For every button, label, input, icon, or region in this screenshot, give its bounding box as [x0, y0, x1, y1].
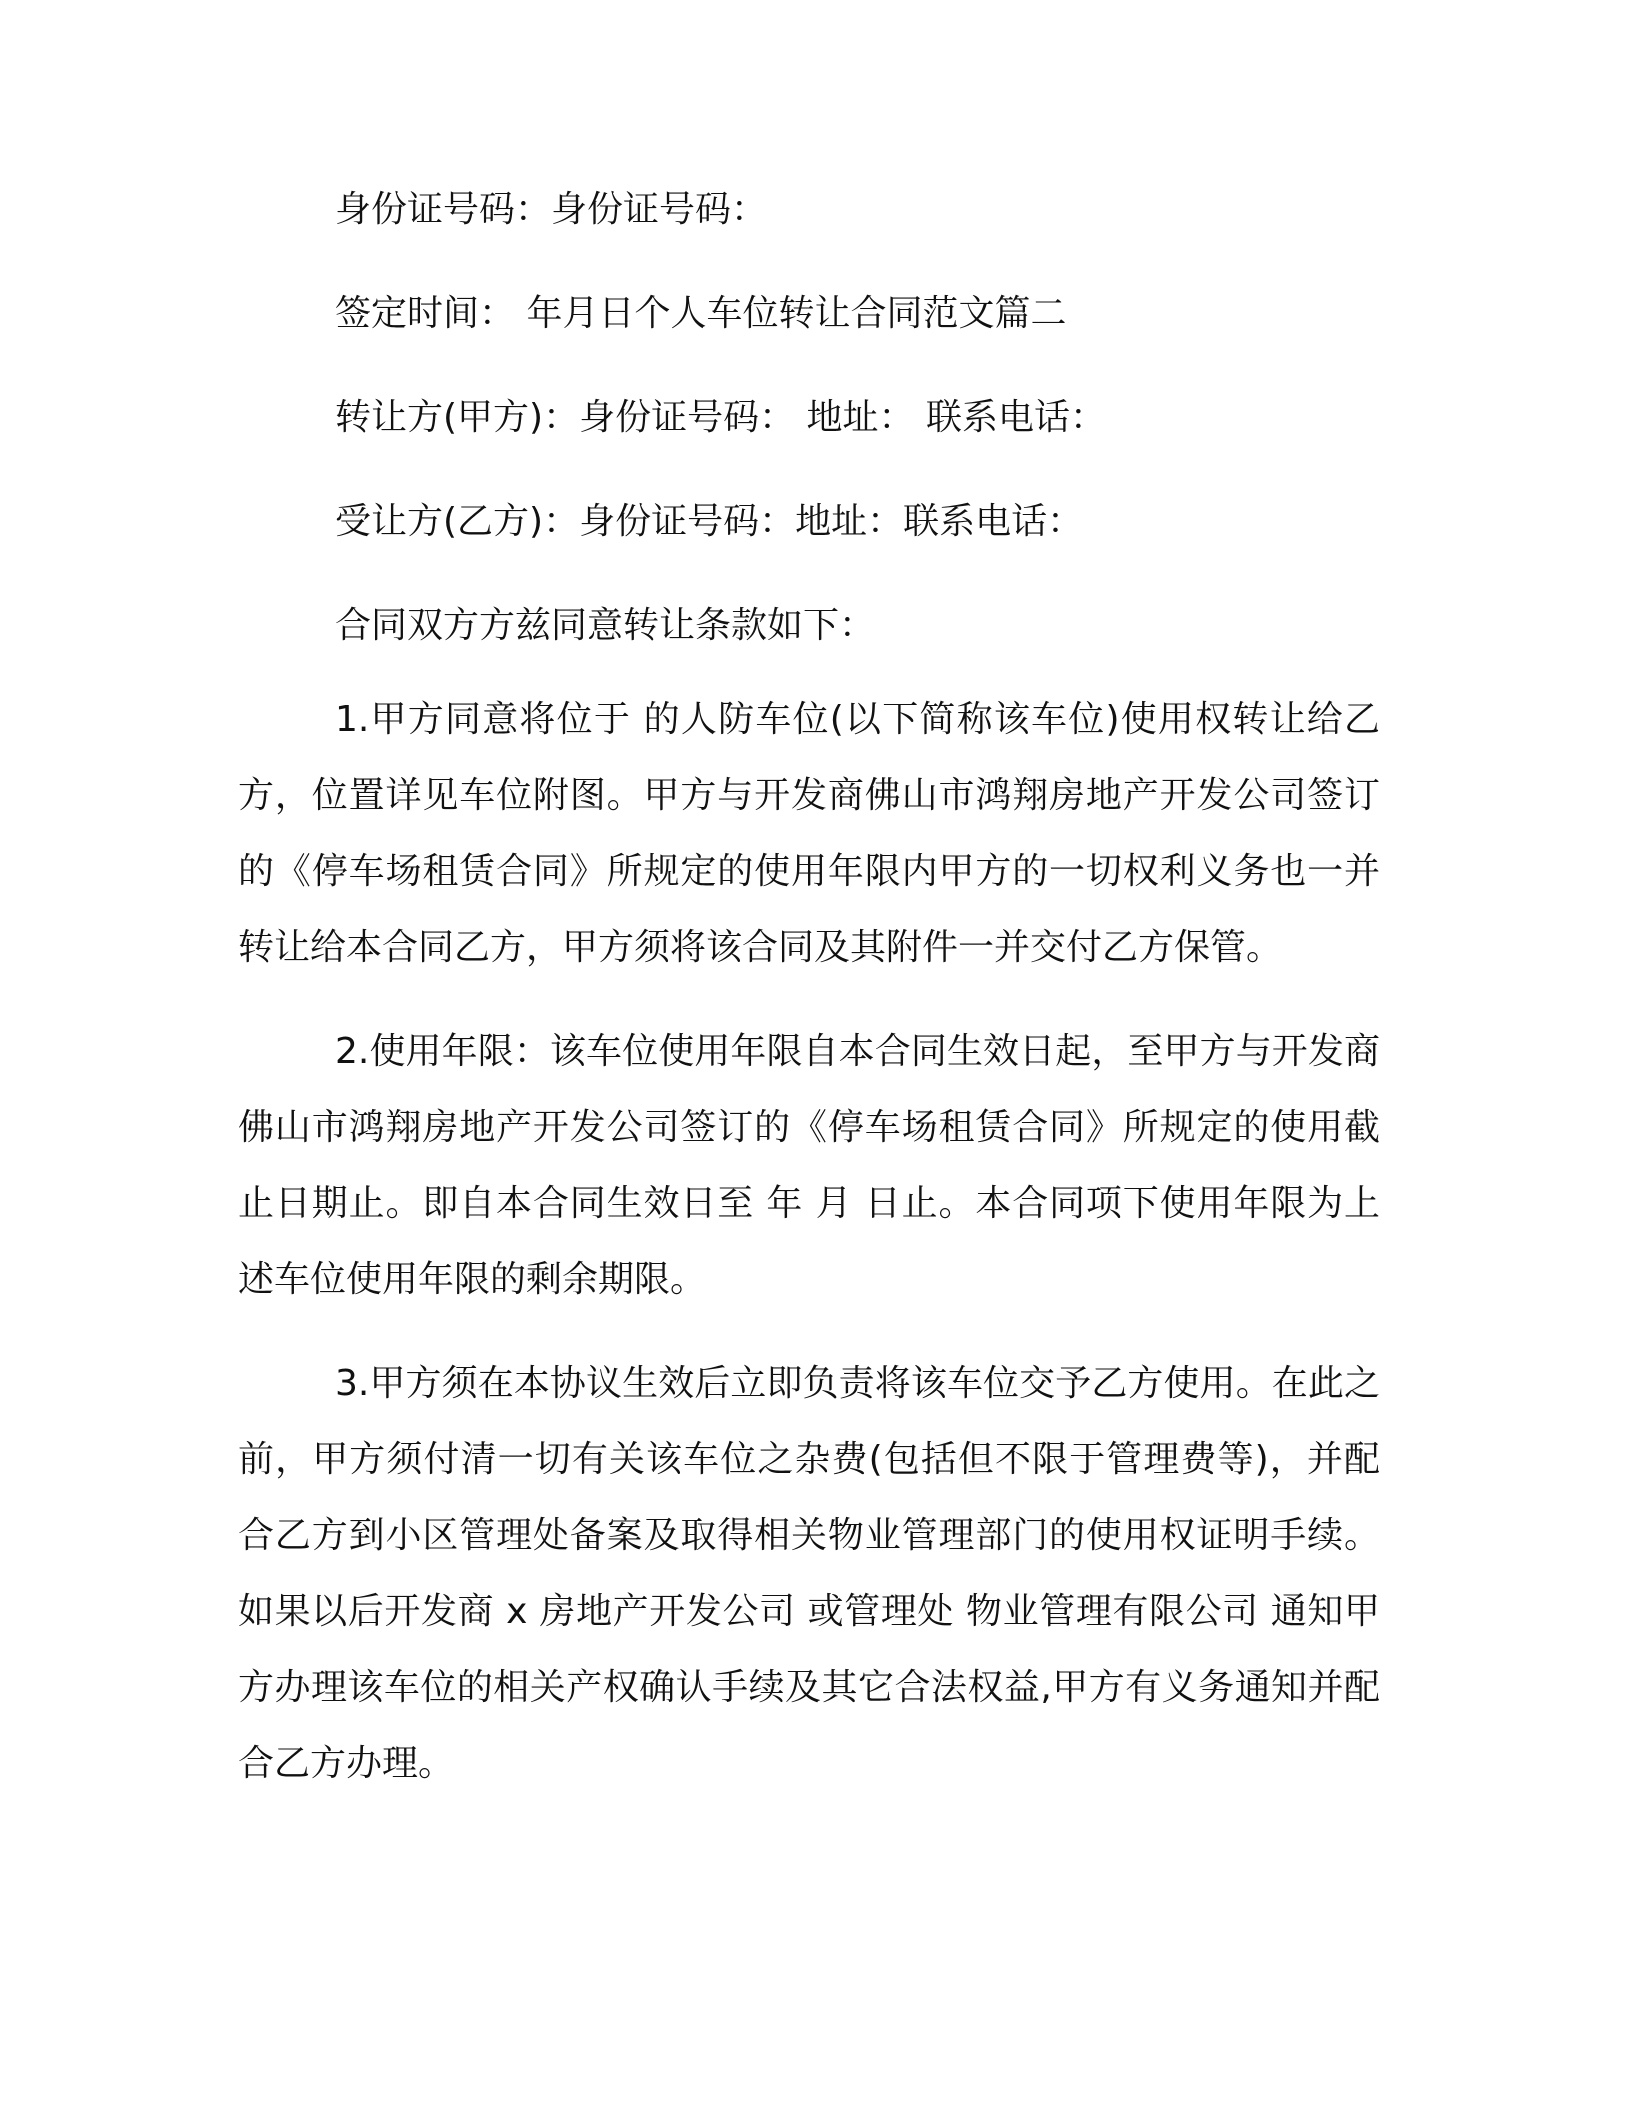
signing-date-line: 签定时间： 年月日个人车位转让合同范文篇二	[335, 293, 1067, 334]
transferor-line: 转让方(甲方)：身份证号码： 地址： 联系电话：	[335, 397, 1106, 438]
transferee-line: 受让方(乙方)：身份证号码：地址：联系电话：	[335, 501, 1084, 542]
id-number-line: 身份证号码：身份证号码：	[335, 189, 768, 230]
clause-3: 3.甲方须在本协议生效后立即负责将该车位交予乙方使用。在此之前，甲方须付清一切有关该车位之杂费(包括但不限于管理费等)，并配合乙方到小区管理处备案及取得相关物业管理部门的使用权证明手续。如果以后开发商 x 房地产开发公司 或管理处 物业管理有限公司 通知甲方办理该车位的相关产权确认手续及其它合法权益,甲方有义务通知并配合乙方办理。	[238, 1363, 1380, 1784]
agreement-intro-line: 合同双方方兹同意转让条款如下：	[335, 605, 876, 646]
document-body	[238, 184, 1380, 1802]
clause-2: 2.使用年限：该车位使用年限自本合同生效日起，至甲方与开发商佛山市鸿翔房地产开发公司签订的《停车场租赁合同》所规定的使用截止日期止。即自本合同生效日至 年 月 日止。本合同项下使用年限为上述车位使用年限的剩余期限。	[238, 1031, 1380, 1300]
clause-1: 1.甲方同意将位于 的人防车位(以下简称该车位)使用权转让给乙方，位置详见车位附图。甲方与开发商佛山市鸿翔房地产开发公司签订的《停车场租赁合同》所规定的使用年限内甲方的一切权利义务也一并转让给本合同乙方，甲方须将该合同及其附件一并交付乙方保管。	[238, 699, 1380, 968]
